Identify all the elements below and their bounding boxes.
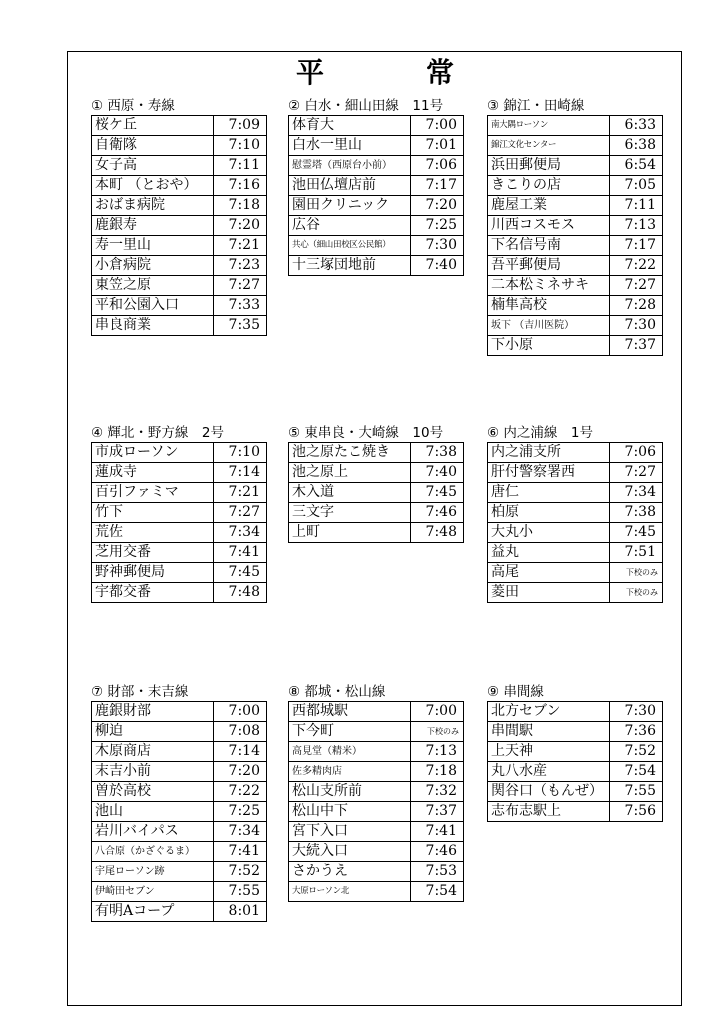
route-title: ⑦ 財部・末吉線 [91,684,189,700]
departure-time: 7:37 [411,802,464,822]
departure-time: 7:32 [411,782,464,802]
table-row [92,463,267,483]
stop-name: 串良商業 [92,316,214,336]
table-row [289,722,464,742]
table-row [488,802,663,822]
table-row [289,256,464,276]
table-row [289,862,464,882]
departure-time: 7:13 [411,742,464,762]
table-row [92,762,267,782]
stop-name: 平和公園入口 [92,296,214,316]
table-row [488,316,663,336]
table-row [92,216,267,236]
table-row [92,503,267,523]
table-row [92,543,267,563]
stop-name: 百引ファミマ [92,483,214,503]
stop-name: 丸八水産 [488,762,610,782]
table-row [488,296,663,316]
table-row [289,882,464,902]
stop-name: 大丸小 [488,523,610,543]
table-row [488,483,663,503]
table-row [488,256,663,276]
departure-time: 7:18 [411,762,464,782]
table-row [92,802,267,822]
departure-time: 7:48 [411,523,464,543]
departure-time: 7:52 [610,742,663,762]
departure-time: 7:40 [411,256,464,276]
timetable [91,701,267,922]
table-row [488,463,663,483]
table-row [289,216,464,236]
table-row [488,503,663,523]
route-block-5 [288,424,463,543]
departure-time: 7:18 [214,196,267,216]
table-row [289,822,464,842]
departure-time: 7:41 [214,842,267,862]
departure-time: 7:41 [214,543,267,563]
stop-name: 池之原上 [289,463,411,483]
stop-name: 肝付警察署西 [488,463,610,483]
table-row [92,523,267,543]
departure-time: 7:38 [411,443,464,463]
stop-name: 大原ローソン北 [289,882,411,902]
stop-name: 池山 [92,802,214,822]
departure-time: 7:05 [610,176,663,196]
stop-name: 芝用交番 [92,543,214,563]
stop-name: 高見堂（精米） [289,742,411,762]
departure-time: 7:16 [214,176,267,196]
stop-name: 北方セブン [488,702,610,722]
departure-time: 7:14 [214,463,267,483]
table-row [289,802,464,822]
timetable [288,701,464,902]
stop-name: 市成ローソン [92,443,214,463]
table-row [289,443,464,463]
stop-name: 松山中下 [289,802,411,822]
departure-time: 7:34 [610,483,663,503]
stop-name: 高尾 [488,563,610,583]
table-row [488,116,663,136]
stop-name: 串間駅 [488,722,610,742]
stop-name: 荒佐 [92,523,214,543]
table-row [289,842,464,862]
timetable [91,115,267,336]
departure-time: 7:28 [610,296,663,316]
route-block-1 [91,97,266,336]
stop-name: 下小原 [488,336,610,356]
route-title: ④ 輝北・野方線 2号 [91,425,224,441]
table-row [289,236,464,256]
route-title: ① 西原・寿線 [91,98,175,114]
table-row [289,116,464,136]
departure-time: 7:36 [610,722,663,742]
stop-name: 体育大 [289,116,411,136]
departure-time: 下校のみ [411,722,464,742]
departure-time: 7:34 [214,523,267,543]
table-row [92,722,267,742]
departure-time: 7:35 [214,316,267,336]
table-row [289,503,464,523]
departure-time: 下校のみ [610,583,663,603]
table-row [92,822,267,842]
stop-name: 下名信号南 [488,236,610,256]
stop-name: 園田クリニック [289,196,411,216]
table-row [289,176,464,196]
departure-time: 7:27 [214,503,267,523]
table-row [92,276,267,296]
departure-time: 7:10 [214,136,267,156]
table-row [92,483,267,503]
table-row [488,236,663,256]
table-row [488,782,663,802]
departure-time: 下校のみ [610,563,663,583]
departure-time: 7:21 [214,236,267,256]
departure-time: 7:27 [610,463,663,483]
table-row [92,782,267,802]
stop-name: 桜ケ丘 [92,116,214,136]
timetable [487,115,663,356]
table-row [488,702,663,722]
table-row [289,742,464,762]
departure-time: 7:41 [411,822,464,842]
stop-name: 末吉小前 [92,762,214,782]
departure-time: 7:00 [411,702,464,722]
table-row [92,196,267,216]
stop-name: 池田仏壇店前 [289,176,411,196]
route-block-4 [91,424,266,603]
table-row [488,176,663,196]
stop-name: 錦江文化センター [488,136,610,156]
route-title: ⑥ 内之浦線 1号 [487,425,593,441]
table-row [92,236,267,256]
stop-name: 志布志駅上 [488,802,610,822]
departure-time: 7:21 [214,483,267,503]
stop-name: 池之原たこ焼き [289,443,411,463]
stop-name: 共心（細山田校区公民館） [289,236,411,256]
departure-time: 7:06 [610,443,663,463]
departure-time: 7:13 [610,216,663,236]
stop-name: 蓮成寺 [92,463,214,483]
stop-name: 女子高 [92,156,214,176]
departure-time: 7:17 [610,236,663,256]
table-row [92,316,267,336]
table-row [92,842,267,862]
departure-time: 6:54 [610,156,663,176]
departure-time: 7:09 [214,116,267,136]
stop-name: 佐多精肉店 [289,762,411,782]
stop-name: 宇尾ローソン跡 [92,862,214,882]
departure-time: 7:46 [411,503,464,523]
table-row [488,336,663,356]
departure-time: 7:30 [411,236,464,256]
stop-name: 三文字 [289,503,411,523]
stop-name: 野神郵便局 [92,563,214,583]
departure-time: 7:34 [214,822,267,842]
departure-time: 7:17 [411,176,464,196]
stop-name: 川西コスモス [488,216,610,236]
stop-name: 南大隅ローソン [488,116,610,136]
departure-time: 7:55 [214,882,267,902]
departure-time: 7:33 [214,296,267,316]
departure-time: 7:20 [411,196,464,216]
stop-name: 大続入口 [289,842,411,862]
table-row [92,176,267,196]
table-row [488,196,663,216]
departure-time: 7:54 [411,882,464,902]
stop-name: 宮下入口 [289,822,411,842]
stop-name: 小倉病院 [92,256,214,276]
table-row [289,782,464,802]
stop-name: 慰霊塔（西原台小前） [289,156,411,176]
departure-time: 7:23 [214,256,267,276]
departure-time: 7:30 [610,316,663,336]
stop-name: 鹿銀寿 [92,216,214,236]
table-row [92,882,267,902]
stop-name: 柏原 [488,503,610,523]
stop-name: 十三塚団地前 [289,256,411,276]
stop-name: 本町 （とおや） [92,176,214,196]
table-row [92,862,267,882]
departure-time: 7:45 [214,563,267,583]
timetable [487,442,663,603]
table-row [92,156,267,176]
departure-time: 7:00 [214,702,267,722]
stop-name: 白水一里山 [289,136,411,156]
departure-time: 7:27 [214,276,267,296]
departure-time: 7:22 [610,256,663,276]
departure-time: 7:30 [610,702,663,722]
table-row [488,276,663,296]
departure-time: 7:48 [214,583,267,603]
timetable [288,115,464,276]
table-row [92,256,267,276]
stop-name: 鹿屋工業 [488,196,610,216]
departure-time: 7:22 [214,782,267,802]
table-row [488,523,663,543]
departure-time: 7:45 [411,483,464,503]
stop-name: 菱田 [488,583,610,603]
page-title-left: 平 [296,56,325,89]
table-row [488,443,663,463]
table-row [488,216,663,236]
stop-name: 鹿銀財部 [92,702,214,722]
stop-name: 二本松ミネサキ [488,276,610,296]
route-title: ⑤ 東串良・大崎線 10号 [288,425,444,441]
table-row [289,483,464,503]
table-row [488,583,663,603]
table-row [488,762,663,782]
departure-time: 7:55 [610,782,663,802]
table-row [92,583,267,603]
departure-time: 7:25 [214,802,267,822]
stop-name: 岩川バイパス [92,822,214,842]
departure-time: 8:01 [214,902,267,922]
departure-time: 7:56 [610,802,663,822]
stop-name: 吾平郵便局 [488,256,610,276]
departure-time: 7:45 [610,523,663,543]
timetable [288,442,464,543]
stop-name: 曽於高校 [92,782,214,802]
stop-name: 関谷口（もんぜ） [488,782,610,802]
departure-time: 7:11 [214,156,267,176]
stop-name: 広谷 [289,216,411,236]
stop-name: 下今町 [289,722,411,742]
table-row [488,742,663,762]
route-block-7 [91,683,266,922]
timetable [91,442,267,603]
stop-name: 上町 [289,523,411,543]
table-row [92,563,267,583]
departure-time: 7:20 [214,216,267,236]
stop-name: 八合原（かざぐるま） [92,842,214,862]
stop-name: 伊崎田セブン [92,882,214,902]
departure-time: 7:53 [411,862,464,882]
table-row [289,156,464,176]
route-block-2 [288,97,463,276]
table-row [488,722,663,742]
route-title: ② 白水・細山田線 11号 [288,98,444,114]
table-row [488,156,663,176]
departure-time: 7:00 [411,116,464,136]
stop-name: 自衛隊 [92,136,214,156]
table-row [92,116,267,136]
table-row [92,296,267,316]
table-row [92,443,267,463]
route-title: ⑨ 串間線 [487,684,544,700]
departure-time: 7:25 [411,216,464,236]
departure-time: 7:38 [610,503,663,523]
table-row [289,762,464,782]
stop-name: おばま病院 [92,196,214,216]
stop-name: 唐仁 [488,483,610,503]
departure-time: 7:10 [214,443,267,463]
stop-name: 楠隼高校 [488,296,610,316]
stop-name: 柳迫 [92,722,214,742]
route-block-9 [487,683,662,822]
stop-name: 松山支所前 [289,782,411,802]
page-title [0,56,721,90]
departure-time: 7:11 [610,196,663,216]
stop-name: きこりの店 [488,176,610,196]
stop-name: 寿一里山 [92,236,214,256]
stop-name: 浜田郵便局 [488,156,610,176]
departure-time: 7:46 [411,842,464,862]
departure-time: 7:01 [411,136,464,156]
table-row [488,543,663,563]
table-row [92,136,267,156]
departure-time: 7:14 [214,742,267,762]
stop-name: 有明Aコープ [92,902,214,922]
departure-time: 6:33 [610,116,663,136]
route-block-6 [487,424,662,603]
table-row [92,742,267,762]
stop-name: 東笠之原 [92,276,214,296]
stop-name: 木原商店 [92,742,214,762]
table-row [289,702,464,722]
departure-time: 7:51 [610,543,663,563]
stop-name: 木入道 [289,483,411,503]
stop-name: 宇都交番 [92,583,214,603]
departure-time: 7:40 [411,463,464,483]
departure-time: 7:06 [411,156,464,176]
stop-name: 坂下 （吉川医院） [488,316,610,336]
stop-name: 内之浦支所 [488,443,610,463]
table-row [289,523,464,543]
departure-time: 7:27 [610,276,663,296]
departure-time: 6:38 [610,136,663,156]
route-block-8 [288,683,463,902]
stop-name: 西都城駅 [289,702,411,722]
departure-time: 7:08 [214,722,267,742]
departure-time: 7:37 [610,336,663,356]
departure-time: 7:52 [214,862,267,882]
table-row [289,463,464,483]
route-title: ⑧ 都城・松山線 [288,684,386,700]
table-row [488,136,663,156]
table-row [92,702,267,722]
table-row [488,563,663,583]
timetable [487,701,663,822]
table-row [92,902,267,922]
table-row [289,136,464,156]
stop-name: 益丸 [488,543,610,563]
departure-time: 7:54 [610,762,663,782]
table-row [289,196,464,216]
stop-name: 上天神 [488,742,610,762]
page-title-right: 常 [426,56,455,89]
stop-name: さかうえ [289,862,411,882]
route-title: ③ 錦江・田崎線 [487,98,585,114]
route-block-3 [487,97,662,356]
stop-name: 竹下 [92,503,214,523]
departure-time: 7:20 [214,762,267,782]
